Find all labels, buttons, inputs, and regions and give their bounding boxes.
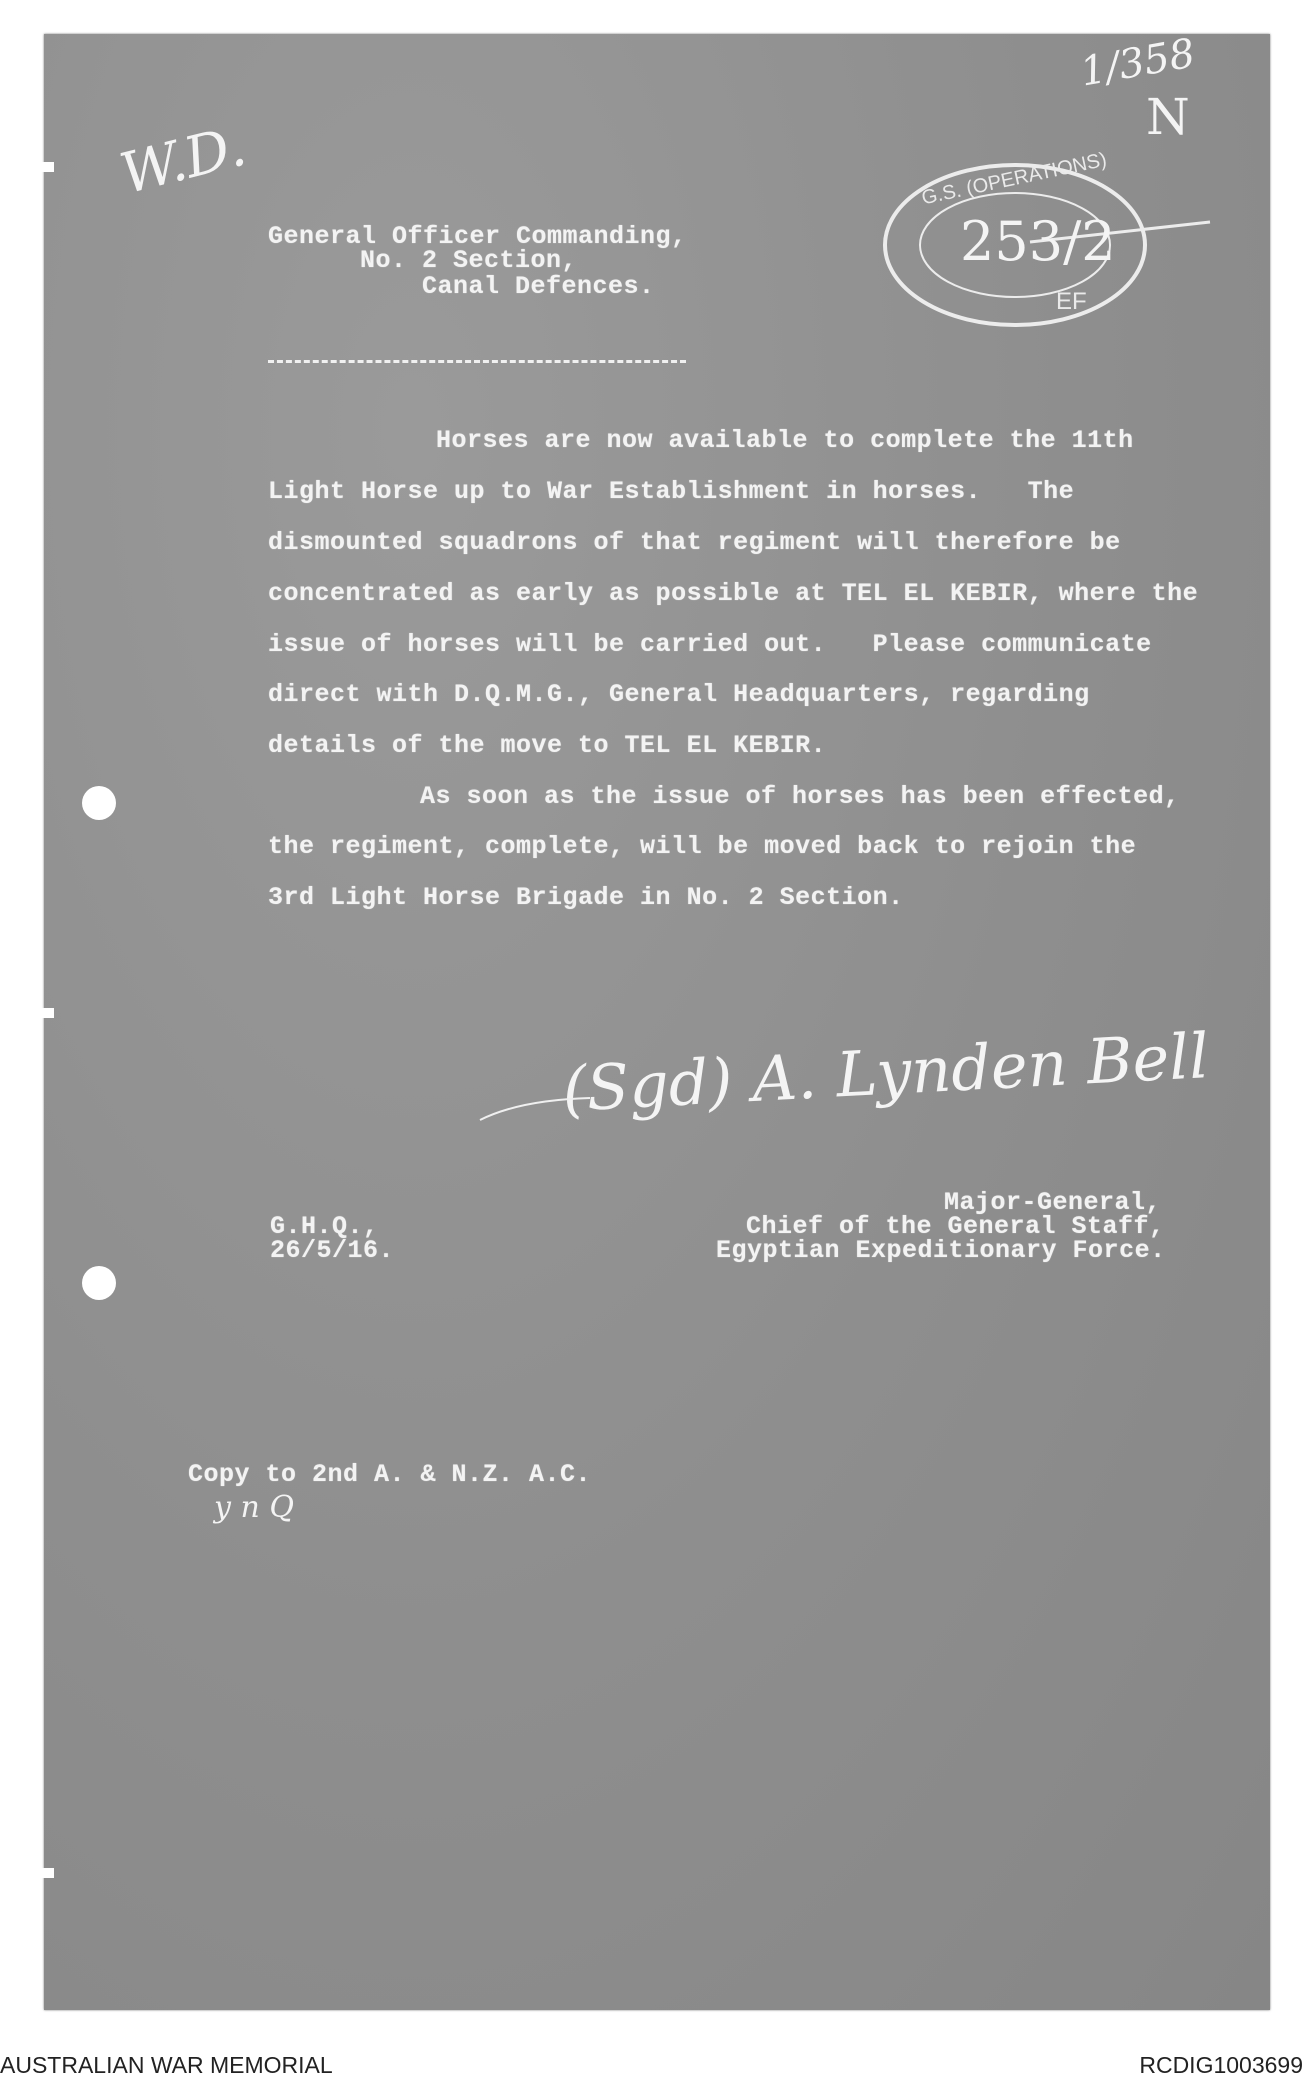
signatory-title: Major-General, xyxy=(944,1188,1162,1217)
body-line: the regiment, complete, will be moved back to rejoin the xyxy=(268,832,1137,861)
signature: (Sgd) A. Lynden Bell xyxy=(560,1019,1211,1126)
signatory-role: Chief of the General Staff, xyxy=(746,1212,1165,1241)
body-line: Horses are now available to complete the 11th xyxy=(436,426,1134,455)
copy-to-line: Copy to 2nd A. & N.Z. A.C. xyxy=(188,1460,592,1489)
addressee-line-1: General Officer Commanding, xyxy=(268,222,687,251)
gs-stamp xyxy=(880,148,1150,330)
file-mark: N xyxy=(1146,88,1190,146)
file-reference: 1/358 xyxy=(1076,30,1199,96)
signatory-force: Egyptian Expeditionary Force. xyxy=(716,1236,1166,1265)
body-line: issue of horses will be carried out. Please communicate xyxy=(268,630,1152,659)
body-line: concentrated as early as possible at TEL EL KEBIR, where the xyxy=(268,579,1199,608)
separator-rule xyxy=(268,360,686,363)
body-line: Light Horse up to War Establishment in horses. The xyxy=(268,477,1075,506)
punch-hole-top xyxy=(82,786,116,820)
footer-archive: AUSTRALIAN WAR MEMORIAL xyxy=(0,2052,333,2078)
body-line: 3rd Light Horse Brigade in No. 2 Section. xyxy=(268,883,904,912)
body-line: direct with D.Q.M.G., General Headquarters, regarding xyxy=(268,680,1090,709)
corner-initials: W.D. xyxy=(114,113,253,208)
addressee-line-2: No. 2 Section, xyxy=(360,246,578,275)
body-line: details of the move to TEL EL KEBIR. xyxy=(268,731,827,760)
copy-mark: y n Q xyxy=(214,1490,294,1525)
signature-stroke xyxy=(480,1090,600,1130)
punch-hole-bottom xyxy=(82,1266,116,1300)
addressee-line-3: Canal Defences. xyxy=(422,272,655,301)
gs-stamp-letters: EF xyxy=(1056,288,1087,315)
body-line: dismounted squadrons of that regiment will therefore be xyxy=(268,528,1121,557)
body-line: As soon as the issue of horses has been effected, xyxy=(420,782,1180,811)
document-sheet xyxy=(44,34,1270,2010)
edge-notch xyxy=(40,1868,54,1878)
edge-notch xyxy=(40,1008,54,1018)
origin-date: 26/5/16. xyxy=(270,1236,395,1265)
origin-ghq: G.H.Q., xyxy=(270,1212,379,1241)
gs-stamp-number: 253/2 xyxy=(960,210,1116,273)
gs-stamp-text: G.S. (OPERATIONS) xyxy=(919,148,1109,210)
edge-notch xyxy=(40,162,54,172)
footer-record-id: RCDIG1003699 xyxy=(1139,2052,1303,2078)
